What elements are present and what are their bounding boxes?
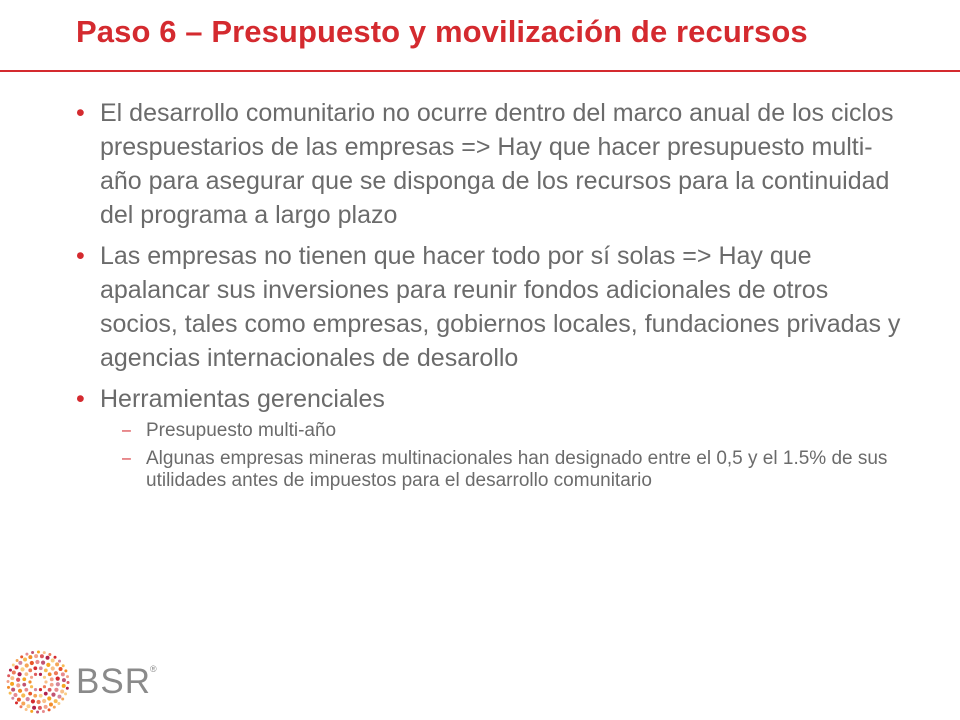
bullet-text: El desarrollo comunitario no ocurre dentro del marco anual de los ciclos prespuestarios de las empresas => Hay que hacer presupuesto multi-año para asegurar que se disponga de los recursos para la continuidad del programa a largo plazo bbox=[100, 99, 894, 229]
title-divider bbox=[0, 70, 960, 72]
logo-text: BSR bbox=[76, 662, 151, 701]
bullet-item bbox=[76, 239, 906, 375]
bsr-starburst-icon bbox=[6, 650, 70, 714]
bullet-text: Las empresas no tienen que hacer todo por sí solas => Hay que apalancar sus inversiones para reunir fondos adicionales de otros socios, tales como empresas, gobiernos locales, fundaciones privadas y agencias internacionales de desarollo bbox=[100, 242, 901, 372]
sub-bullet-item bbox=[100, 420, 906, 442]
bullet-text: Herramientas gerenciales bbox=[100, 385, 385, 413]
sub-bullet-marker: – bbox=[122, 450, 131, 467]
bullet-item bbox=[76, 96, 906, 232]
bsr-logo bbox=[6, 650, 166, 716]
registered-mark: ® bbox=[150, 664, 157, 674]
slide-content bbox=[76, 96, 906, 499]
sub-bullet-item bbox=[100, 448, 906, 492]
slide-title: Paso 6 – Presupuesto y movilización de recursos bbox=[76, 14, 808, 49]
sub-bullet-text: Presupuesto multi-año bbox=[146, 420, 337, 441]
bullet-marker: • bbox=[76, 242, 85, 270]
sub-bullet-text: Algunas empresas mineras multinacionales han designado entre el 0,5 y el 1.5% de sus utilidades antes de impuestos para el desarrollo comunitario bbox=[146, 448, 888, 491]
bullet-marker: • bbox=[76, 99, 85, 127]
sub-bullet-marker: – bbox=[122, 422, 131, 439]
bullet-marker: • bbox=[76, 385, 85, 413]
bullet-item bbox=[76, 382, 906, 492]
sub-bullet-list bbox=[100, 420, 906, 492]
